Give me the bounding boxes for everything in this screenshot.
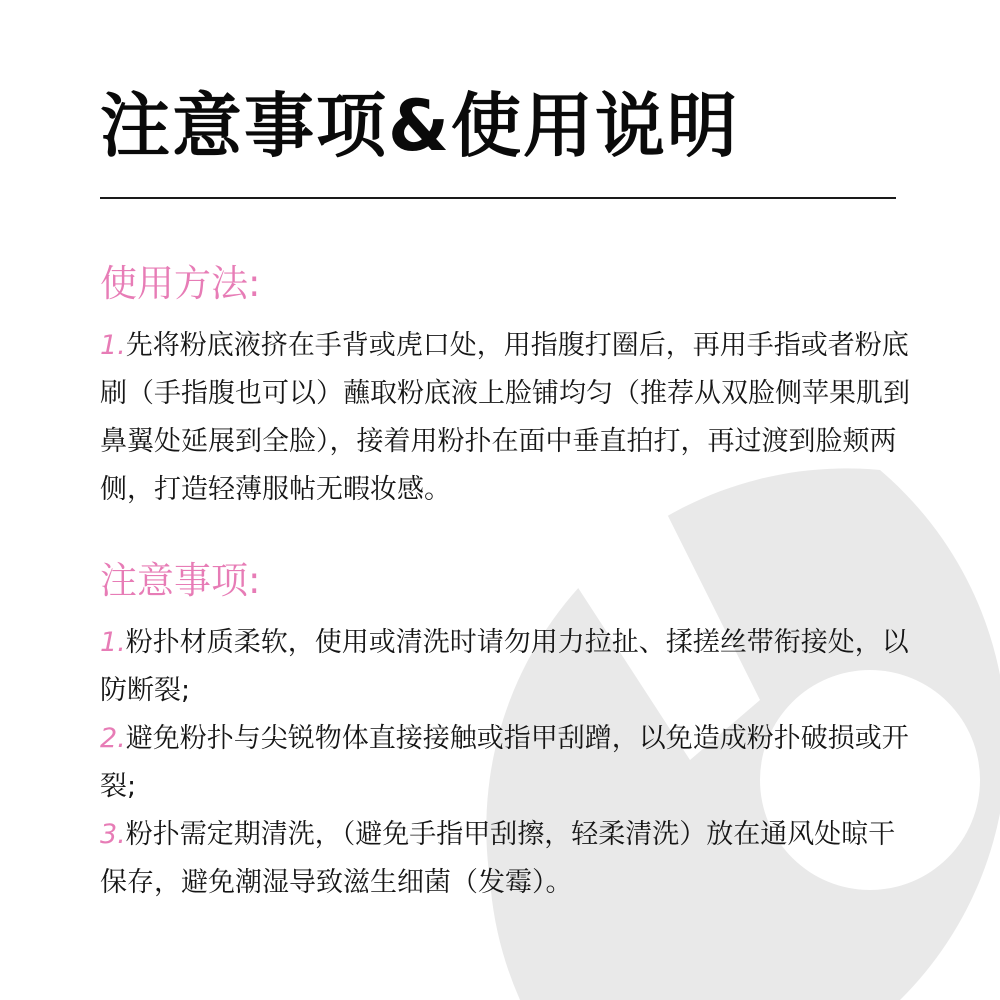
usage-step xyxy=(100,322,910,514)
notes-heading: 注意事项: xyxy=(100,559,261,602)
notes-item-number: 3. xyxy=(100,819,126,850)
notes-item-text: 避免粉扑与尖锐物体直接接触或指甲刮蹭，以免造成粉扑破损或开裂; xyxy=(100,723,909,802)
usage-step-number: 1. xyxy=(100,330,126,361)
usage-heading: 使用方法: xyxy=(100,262,261,305)
title-divider xyxy=(100,197,896,199)
notes-item-number: 2. xyxy=(100,723,126,754)
usage-step-text: 先将粉底液挤在手背或虎口处，用指腹打圈后，再用手指或者粉底刷（手指腹也可以）蘸取粉底液上脸铺均匀（推荐从双脸侧苹果肌到鼻翼处延展到全脸），接着用粉扑在面中垂直拍打，再过渡到脸颊两侧，打造轻薄服帖无暇妆感。 xyxy=(100,330,910,505)
notes-item-number: 1. xyxy=(100,627,126,658)
notes-item-text: 粉扑材质柔软，使用或清洗时请勿用力拉扯、揉搓丝带衔接处，以防断裂; xyxy=(100,627,909,706)
notes-item xyxy=(100,811,910,907)
usage-section xyxy=(100,258,910,514)
notes-item xyxy=(100,619,910,715)
notes-item-text: 粉扑需定期清洗，（避免手指甲刮擦，轻柔清洗）放在通风处晾干保存，避免潮湿导致滋生细菌（发霉）。 xyxy=(100,819,896,898)
notes-item xyxy=(100,715,910,811)
page-title: 注意事项&使用说明 xyxy=(100,85,740,167)
notes-section xyxy=(100,555,910,907)
